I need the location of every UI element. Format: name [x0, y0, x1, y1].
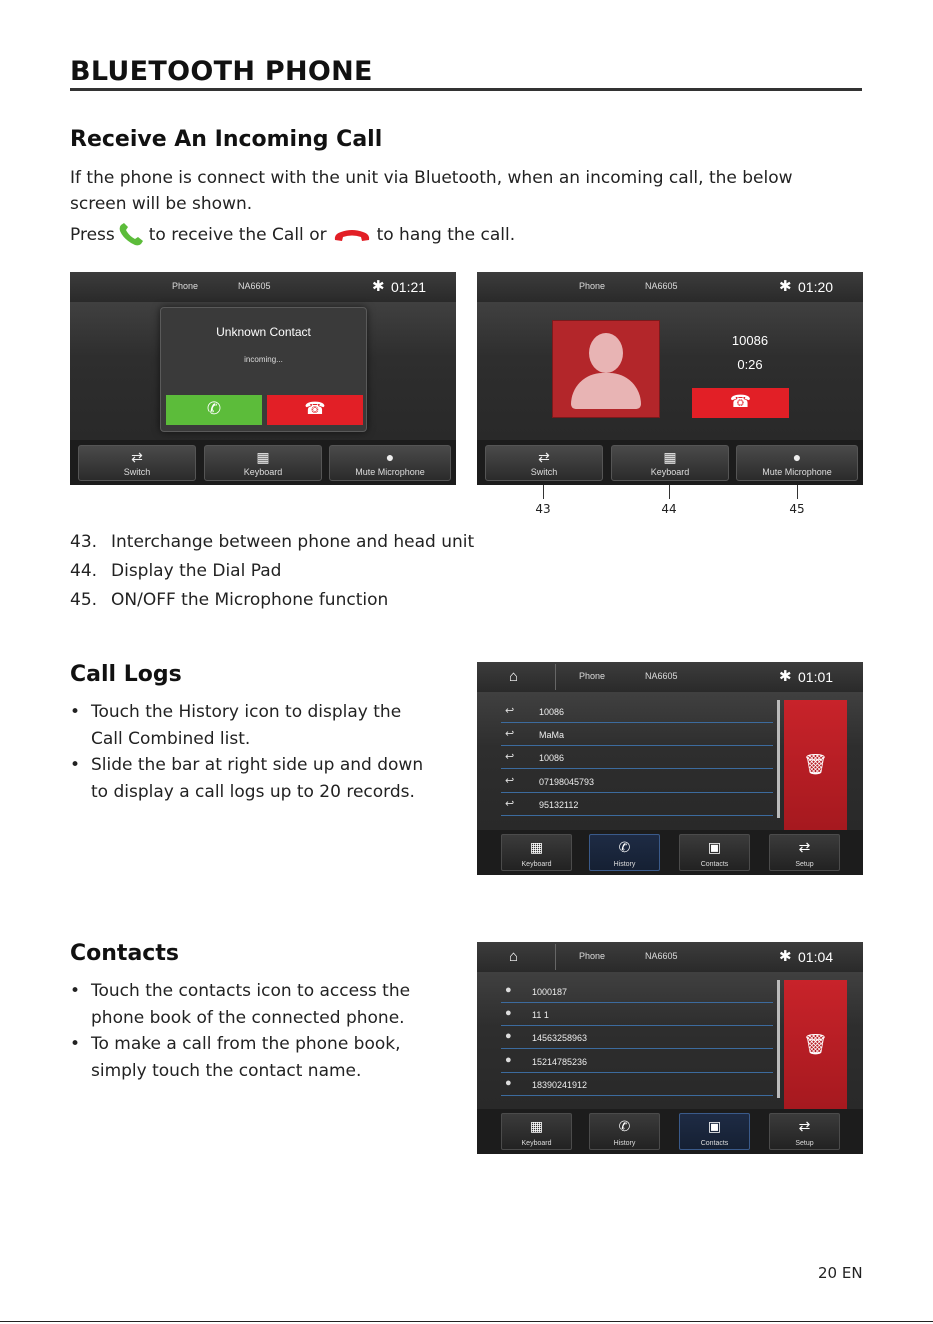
bullet-dot: • [70, 702, 81, 722]
switch-icon: ⇄ [538, 449, 550, 465]
bluetooth-icon: ✱ [372, 278, 385, 295]
call-log-icon: ↩ [505, 751, 515, 763]
bullet-line: Touch the History icon to display the [91, 702, 402, 722]
clock: 01:20 [798, 279, 834, 295]
row-text: 95132112 [539, 800, 579, 810]
list-item [70, 532, 474, 561]
status-bar [477, 272, 863, 302]
bar-device-label: NA6605 [645, 671, 678, 681]
tab-bar [477, 1109, 863, 1154]
callout-line-44 [669, 485, 670, 499]
row-text: 07198045793 [539, 777, 595, 787]
incoming-dialog [160, 307, 367, 432]
dialog-title: Unknown Contact [216, 325, 311, 339]
bar-device-label: NA6605 [645, 281, 678, 291]
clock: 01:01 [798, 669, 834, 685]
list-item [70, 561, 474, 590]
calllogs-bullets [70, 699, 460, 805]
phone-icon: ✆ [618, 1118, 631, 1134]
bullet-dot: • [70, 755, 81, 775]
mute-microphone-button[interactable] [329, 445, 451, 481]
bottom-rule [0, 1321, 933, 1322]
press-text-a: Press [70, 225, 115, 245]
bullet-line: phone book of the connected phone. [91, 1007, 405, 1028]
tab-label: Keyboard [521, 861, 552, 868]
row-text: MaMa [539, 730, 565, 740]
tab-contacts[interactable] [679, 834, 750, 871]
list-item[interactable] [501, 724, 773, 746]
call-control-row [477, 440, 863, 485]
tab-setup[interactable] [769, 834, 840, 871]
bar-device-label: NA6605 [238, 281, 271, 291]
bullet-item [70, 699, 460, 752]
caller-number: 10086 [731, 333, 769, 348]
bluetooth-icon: ✱ [779, 948, 792, 965]
tab-contacts[interactable] [679, 1113, 750, 1150]
list-text: Display the Dial Pad [111, 561, 282, 581]
call-log-icon: ↩ [505, 798, 515, 810]
scrollbar[interactable] [777, 700, 780, 818]
hangup-icon: ☎ [304, 399, 326, 418]
row-text: 15214785236 [532, 1057, 588, 1067]
call-log-icon: ↩ [505, 728, 515, 740]
switch-icon: ⇄ [131, 449, 143, 465]
bullet-line: simply touch the contact name. [91, 1060, 362, 1081]
call-duration: 0:26 [737, 357, 763, 372]
call-log-icon: ↩ [505, 705, 515, 717]
bar-phone-label: Phone [579, 951, 606, 961]
calllogs-heading: Call Logs [70, 662, 182, 687]
contacts-screen [477, 942, 863, 1154]
status-bar [70, 272, 456, 302]
reject-call-button[interactable] [267, 395, 363, 425]
callout-45: 45 [789, 502, 805, 516]
row-text: 18390241912 [532, 1080, 588, 1090]
tab-label: Keyboard [521, 1140, 552, 1147]
bluetooth-icon: ✱ [779, 668, 792, 685]
contacts-heading: Contacts [70, 941, 179, 966]
page-number: 20 EN [818, 1264, 863, 1282]
tab-label: Contacts [700, 861, 729, 868]
status-bar [477, 942, 863, 972]
delete-button[interactable] [784, 980, 847, 1120]
dialog-status: incoming... [244, 355, 283, 364]
list-item[interactable] [501, 1074, 773, 1096]
bar-device-label: NA6605 [645, 951, 678, 961]
bar-phone-label: Phone [172, 281, 199, 291]
bullet-line: Touch the contacts icon to access the [91, 981, 411, 1001]
bullet-item [70, 978, 460, 1031]
hangup-button[interactable] [692, 388, 789, 418]
keypad-icon: ▦ [256, 449, 270, 465]
bar-divider [555, 944, 556, 970]
microphone-icon: ● [385, 449, 395, 465]
keypad-icon: ▦ [663, 449, 677, 465]
tab-setup[interactable] [769, 1113, 840, 1150]
tab-label: Setup [795, 861, 814, 868]
bullet-item [70, 1031, 460, 1084]
callout-line-43 [543, 485, 544, 499]
list-item[interactable] [501, 771, 773, 793]
list-item[interactable] [501, 794, 773, 816]
row-text: 1000187 [532, 987, 568, 997]
avatar-head [589, 333, 623, 373]
callout-line-45 [797, 485, 798, 499]
tab-keyboard[interactable] [501, 1113, 572, 1150]
incoming-call-screen [70, 272, 456, 485]
keyboard-button[interactable] [611, 445, 729, 481]
microphone-icon: ● [792, 449, 802, 465]
list-item[interactable] [501, 701, 773, 723]
switch-label: Switch [530, 467, 558, 477]
call-control-row [70, 440, 456, 485]
list-item[interactable] [501, 747, 773, 769]
keyboard-label: Keyboard [243, 467, 283, 477]
contacts-icon: ▣ [707, 839, 722, 855]
row-text: 14563258963 [532, 1033, 588, 1043]
clock: 01:04 [798, 949, 834, 965]
bullet-line: Call Combined list. [91, 728, 251, 749]
avatar-body [571, 373, 641, 409]
page-title: BLUETOOTH PHONE [70, 56, 373, 87]
keyboard-label: Keyboard [650, 467, 690, 477]
person-icon: ● [505, 1030, 512, 1042]
bar-divider [555, 664, 556, 690]
bar-phone-label: Phone [579, 281, 606, 291]
keypad-icon: ▦ [529, 1118, 544, 1134]
setup-icon: ⇄ [798, 839, 811, 855]
list-text: Interchange between phone and head unit [111, 532, 475, 552]
incoming-paragraph [70, 165, 793, 217]
accept-call-button[interactable] [166, 395, 262, 425]
contacts-icon: ▣ [707, 1118, 722, 1134]
list-text: ON/OFF the Microphone function [111, 590, 389, 610]
list-item[interactable] [501, 1027, 773, 1049]
list-item [70, 590, 474, 619]
home-icon[interactable]: ⌂ [509, 948, 519, 965]
press-text-c: to hang the call. [376, 225, 516, 245]
list-item[interactable] [501, 1004, 773, 1026]
caller-avatar [552, 320, 660, 418]
tab-bar [477, 830, 863, 875]
person-icon: ● [505, 1007, 512, 1019]
row-text: 11 1 [532, 1010, 549, 1020]
home-icon[interactable]: ⌂ [509, 668, 519, 685]
title-underline [70, 88, 862, 91]
mute-label: Mute Microphone [355, 467, 425, 477]
keyboard-button[interactable] [204, 445, 322, 481]
delete-button[interactable] [784, 700, 847, 840]
tab-keyboard[interactable] [501, 834, 572, 871]
list-number: 45. [70, 590, 98, 610]
red-hangup-icon [327, 222, 377, 248]
tab-history[interactable] [589, 834, 660, 871]
switch-button[interactable] [485, 445, 603, 481]
row-text: 10086 [539, 707, 565, 717]
callout-43: 43 [535, 502, 551, 516]
clock: 01:21 [391, 279, 427, 295]
accept-phone-icon: ✆ [206, 399, 222, 418]
list-number: 44. [70, 561, 98, 581]
tab-label: Setup [795, 1140, 814, 1147]
bullet-dot: • [70, 1034, 81, 1054]
keypad-icon: ▦ [529, 839, 544, 855]
bullet-line: to display a call logs up to 20 records. [91, 781, 415, 802]
list-item[interactable] [501, 981, 773, 1003]
phone-icon: ✆ [618, 839, 631, 855]
active-call-screen [477, 272, 863, 485]
switch-label: Switch [123, 467, 151, 477]
status-bar [477, 662, 863, 692]
bullet-line: To make a call from the phone book, [91, 1034, 401, 1054]
incoming-line-1: If the phone is connect with the unit via Bluetooth, when an incoming call, the below [70, 168, 793, 188]
person-icon: ● [505, 1077, 512, 1089]
tab-label: History [613, 1140, 636, 1147]
trash-icon: 🗑 [802, 754, 829, 776]
list-item[interactable] [501, 1051, 773, 1073]
bullet-item [70, 752, 460, 805]
press-instruction [70, 222, 515, 248]
bar-phone-label: Phone [579, 671, 606, 681]
mute-label: Mute Microphone [762, 467, 832, 477]
tab-history[interactable] [589, 1113, 660, 1150]
person-icon: ● [505, 984, 512, 996]
list-number: 43. [70, 532, 98, 552]
history-screen [477, 662, 863, 875]
call-log-icon: ↩ [505, 775, 515, 787]
tab-label: Contacts [700, 1140, 729, 1147]
setup-icon: ⇄ [798, 1118, 811, 1134]
bullet-dot: • [70, 981, 81, 1001]
tab-label: History [613, 861, 636, 868]
bullet-line: Slide the bar at right side up and down [91, 755, 424, 775]
row-text: 10086 [539, 753, 565, 763]
switch-button[interactable] [78, 445, 196, 481]
callout-44: 44 [661, 502, 677, 516]
incoming-line-2: screen will be shown. [70, 194, 253, 214]
scrollbar[interactable] [777, 980, 780, 1098]
contacts-bullets [70, 978, 460, 1084]
green-phone-icon [115, 222, 149, 248]
press-text-b: to receive the Call or [148, 225, 327, 245]
trash-icon: 🗑 [802, 1034, 829, 1056]
person-icon: ● [505, 1054, 512, 1066]
incoming-heading: Receive An Incoming Call [70, 127, 383, 152]
numbered-list [70, 532, 474, 619]
hangup-icon: ☎ [729, 392, 752, 411]
mute-microphone-button[interactable] [736, 445, 858, 481]
bluetooth-icon: ✱ [779, 278, 792, 295]
